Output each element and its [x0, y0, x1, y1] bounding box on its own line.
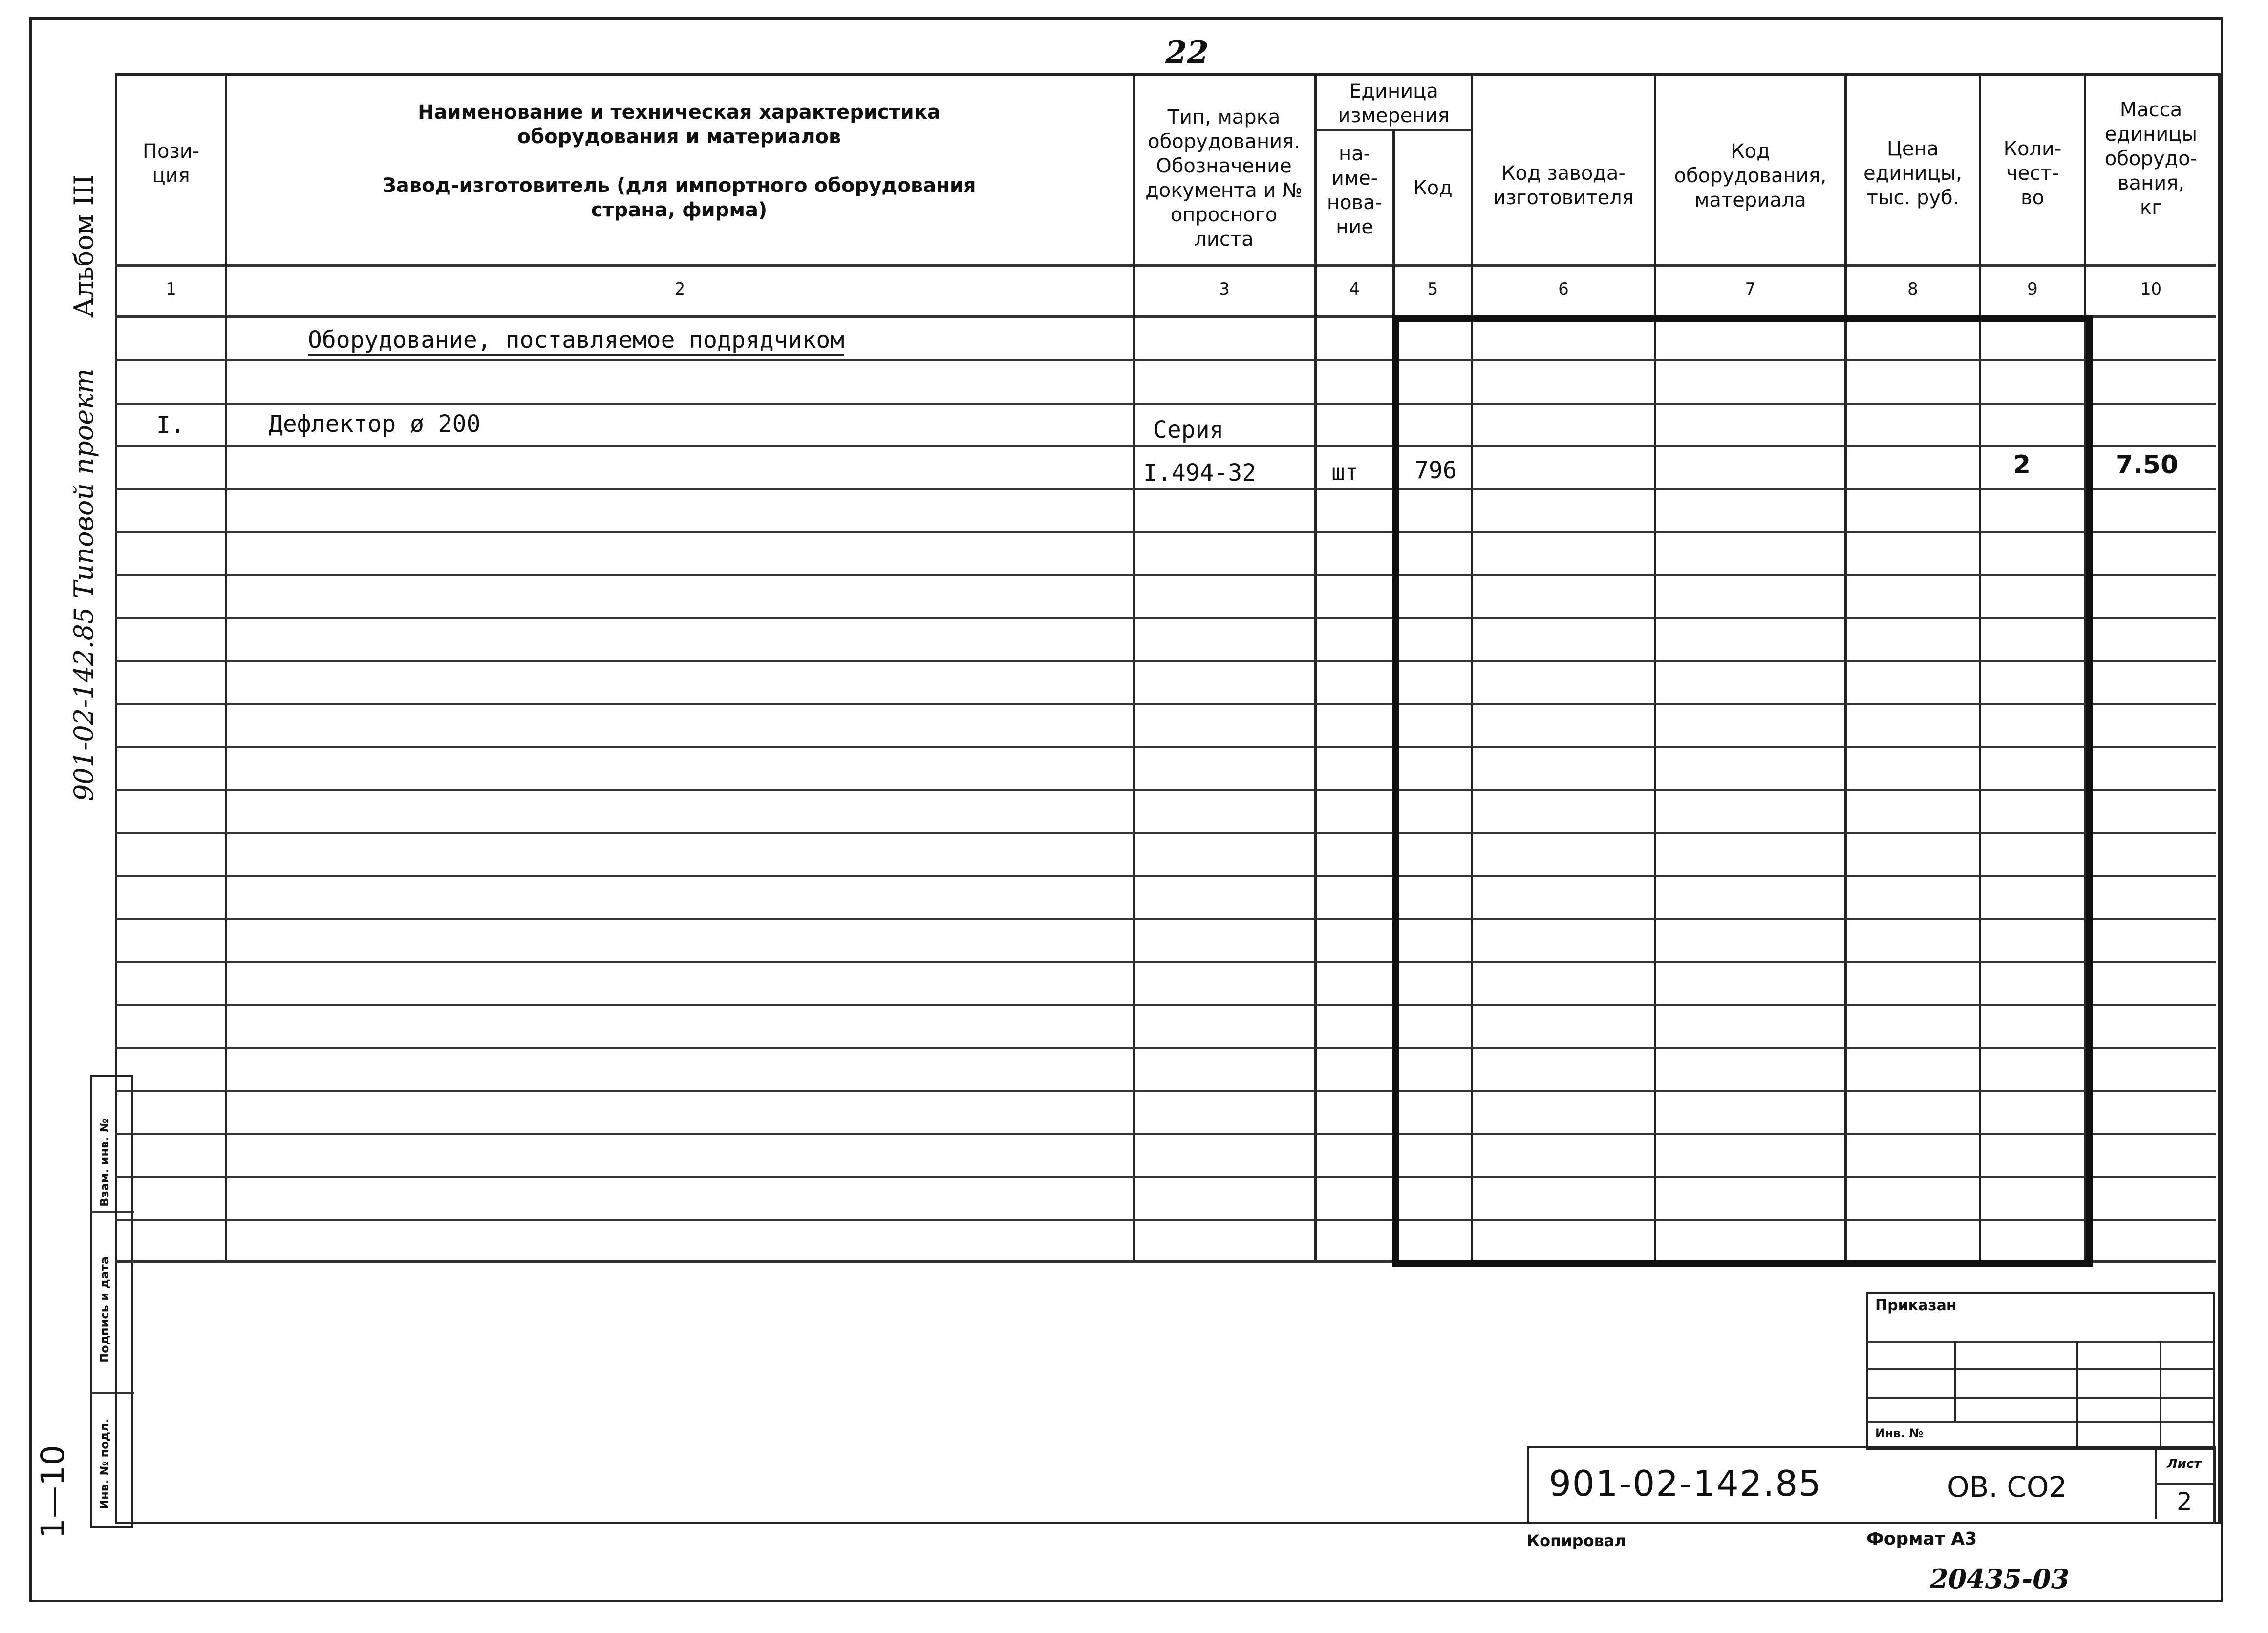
header-col-3: Тип, марка оборудования. Обозначение документа и № опросного листа — [1145, 106, 1303, 251]
colnum-9: 9 — [2027, 279, 2038, 299]
colnum-1: 1 — [166, 279, 176, 299]
title-prikazal: Приказан — [1875, 1297, 1957, 1314]
header-col-5: Код — [1413, 177, 1453, 199]
header-col-8: Цена единицы, тыс. руб. — [1863, 138, 1962, 209]
title-vline — [2160, 1341, 2161, 1446]
stamp-inv-podl: Инв. № подл. — [98, 1419, 111, 1509]
header-unit-group: Единица измерения — [1338, 80, 1450, 127]
bold-outline-box — [1392, 315, 2093, 1267]
colnum-3: 3 — [1219, 279, 1230, 299]
title-format: Формат А3 — [1866, 1529, 1977, 1549]
row-name: Дефлектор ø 200 — [269, 410, 481, 438]
row-type-series: Серия — [1153, 416, 1224, 444]
colnum-4: 4 — [1349, 279, 1360, 299]
header-col-6: Код завода- изготовителя — [1493, 162, 1634, 209]
title-vline — [2076, 1341, 2078, 1446]
stamp-vzam: Взам. инв. № — [98, 1118, 111, 1207]
colnum-5: 5 — [1427, 279, 1438, 299]
row-mass: 7.50 — [2116, 450, 2179, 480]
title-vline — [1954, 1341, 1956, 1421]
title-kopiroval: Копировал — [1527, 1531, 1626, 1550]
header-col-4: на- име- нова- ние — [1327, 143, 1383, 238]
row-type-code: I.494-32 — [1143, 459, 1257, 487]
col-line — [1314, 73, 1317, 1260]
title-sheet-no: 2 — [2177, 1487, 2192, 1516]
colnum-7: 7 — [1745, 279, 1756, 299]
row-qty: 2 — [2013, 450, 2031, 480]
title-sheet-label: Лист — [2167, 1457, 2202, 1471]
row-unit: шт — [1331, 459, 1359, 486]
title-sheet-line — [2155, 1483, 2213, 1485]
title-designation: 901-02-142.85 — [1549, 1463, 1822, 1504]
col-line — [225, 73, 227, 1260]
stamp-podpis: Подпись и дата — [98, 1256, 111, 1363]
header-bottom-line — [115, 264, 2216, 267]
section-title: Оборудование, поставляемое подрядчиком — [308, 326, 844, 356]
colnum-2: 2 — [674, 279, 685, 299]
page-number: 22 — [1165, 34, 1209, 71]
title-inv-no: Инв. № — [1875, 1426, 1924, 1440]
colnum-10: 10 — [2140, 279, 2162, 299]
colnum-6: 6 — [1558, 279, 1569, 299]
colnum-8: 8 — [1907, 279, 1918, 299]
row-code: 796 — [1414, 457, 1457, 484]
archive-number: 20435-03 — [1930, 1563, 2070, 1594]
header-col-7: Код оборудования, материала — [1674, 140, 1827, 212]
header-col-1: Пози- ция — [142, 140, 200, 187]
title-doc-code: ОВ. СО2 — [1947, 1470, 2067, 1504]
header-col-10: Масса единицы оборудо- вания, кг — [2104, 99, 2198, 219]
row-pos: I. — [156, 411, 185, 439]
header-col-2: Наименование и техническая характеристика оборудования и материалов Завод-изготовитель (для импортного оборудования страна, фирма) — [382, 101, 976, 221]
album-label: Альбом III — [68, 174, 99, 318]
header-col-9: Коли- чест- во — [2003, 138, 2062, 209]
project-label: 901-02-142.85 Типовой проект — [68, 368, 99, 801]
sheet-index-label: 1—10 — [34, 1445, 72, 1539]
